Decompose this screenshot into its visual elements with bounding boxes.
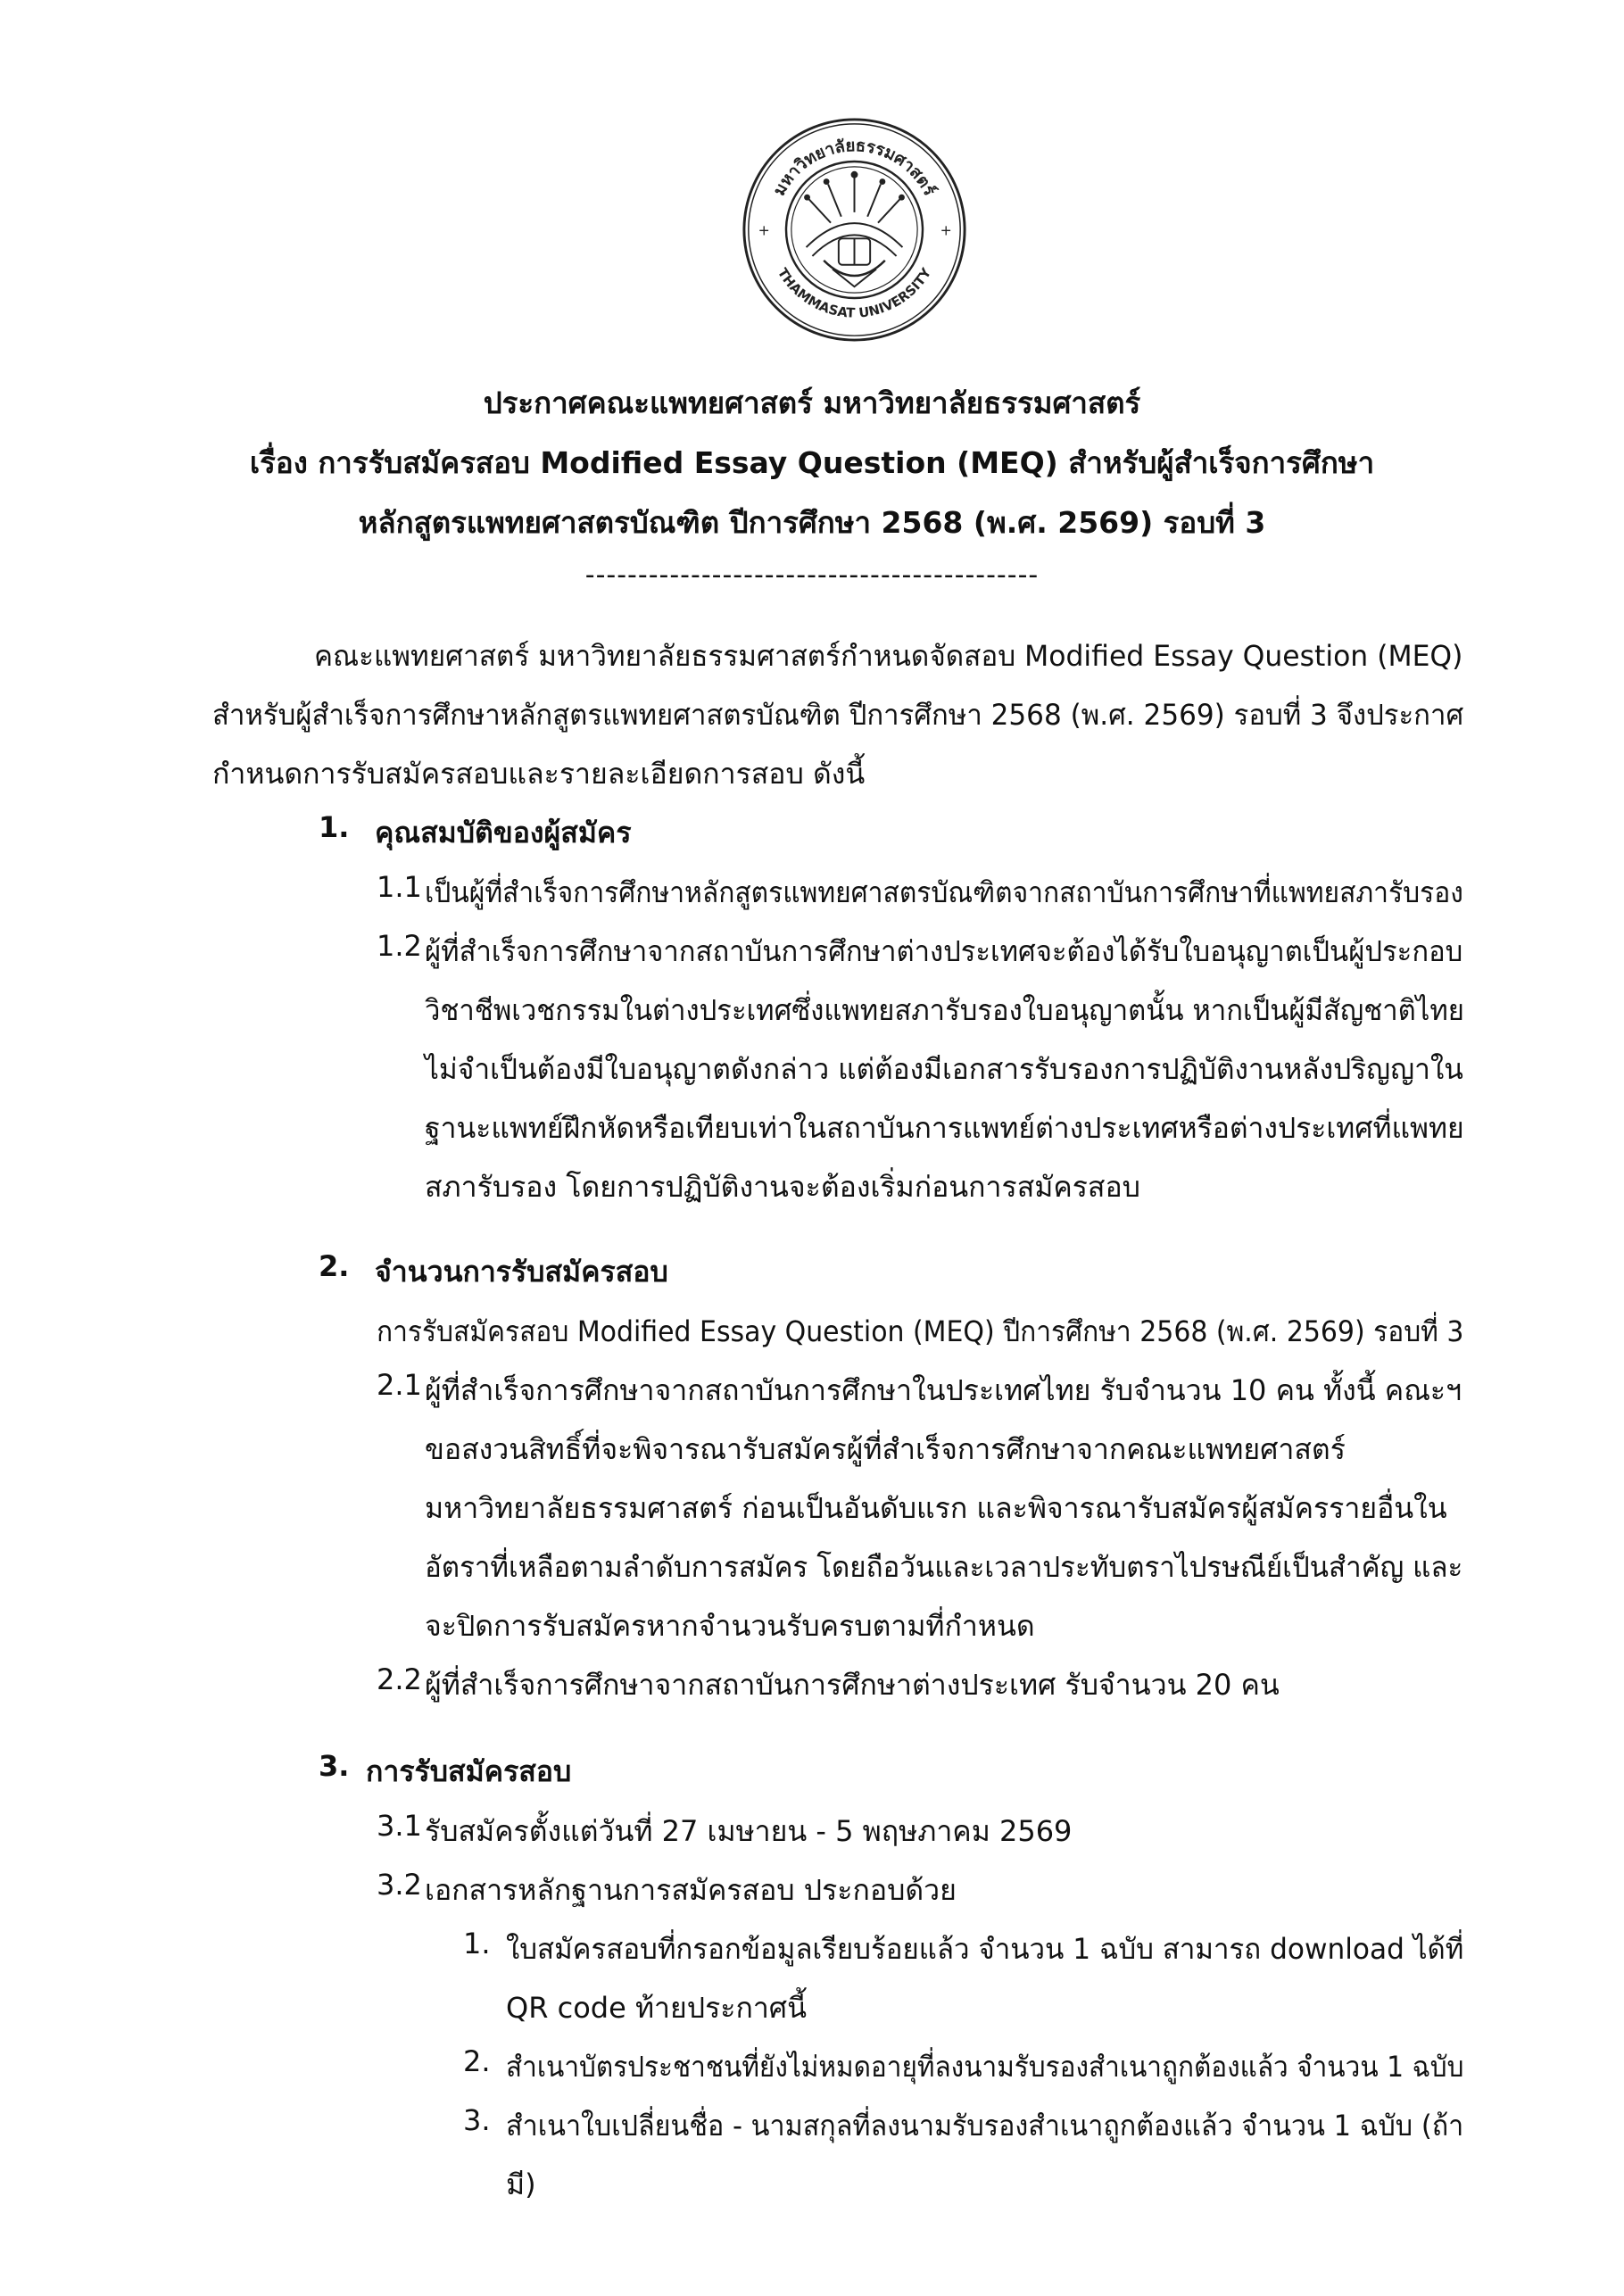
item-text: อัตราที่เหลือตามลำดับการสมัคร โดยถือวันและเวลาประทับตราไปรษณีย์เป็นสำคัญ และ	[425, 1550, 1463, 1584]
announcement-subject: เรื่อง การรับสมัครสอบ Modified Essay Question (MEQ) สำหรับผู้สำเร็จการศึกษา	[249, 445, 1375, 480]
item-text: สภารับรอง โดยการปฏิบัติงานจะต้องเริ่มก่อนการสมัครสอบ	[425, 1170, 1140, 1204]
intro-line: คณะแพทยศาสตร์ มหาวิทยาลัยธรรมศาสตร์กำหนดจัดสอบ Modified Essay Question (MEQ)	[314, 639, 1463, 673]
section-3-number: 3.	[319, 1749, 350, 1783]
doc-text: มี)	[506, 2168, 536, 2201]
item-number: 1.1	[377, 870, 422, 904]
item-text: ผู้ที่สำเร็จการศึกษาจากสถาบันการศึกษาต่างประเทศจะต้องได้รับใบอนุญาตเป็นผู้ประกอบ	[425, 934, 1463, 968]
item-number: 2.1	[377, 1368, 422, 1402]
item-text: เป็นผู้ที่สำเร็จการศึกษาหลักสูตรแพทยศาสตรบัณฑิตจากสถาบันการศึกษาที่แพทยสภารับรอง	[425, 875, 1463, 909]
item-number: 3.1	[377, 1809, 422, 1843]
item-text: ฐานะแพทย์ฝึกหัดหรือเทียบเท่าในสถาบันการแพทย์ต่างประเทศหรือต่างประเทศที่แพทย	[425, 1111, 1464, 1145]
intro-line: กำหนดการรับสมัครสอบและรายละเอียดการสอบ ดังนี้	[212, 757, 866, 791]
intro-line: สำหรับผู้สำเร็จการศึกษาหลักสูตรแพทยศาสตรบัณฑิต ปีการศึกษา 2568 (พ.ศ. 2569) รอบที่ 3 จึงประกาศ	[212, 698, 1464, 732]
item-number: 1.2	[377, 929, 422, 963]
seal-thai-text: มหาวิทยาลัยธรรมศาสตร์	[770, 137, 940, 200]
seal-english-text: THAMMASAT UNIVERSITY	[774, 265, 935, 321]
university-seal-logo	[741, 116, 968, 344]
svg-text:+: +	[940, 221, 952, 239]
doc-text: ใบสมัครสอบที่กรอกข้อมูลเรียบร้อยแล้ว จำนวน 1 ฉบับ สามารถ download ได้ที่	[506, 1932, 1464, 1966]
item-text: ไม่จำเป็นต้องมีใบอนุญาตดังกล่าว แต่ต้องมีเอกสารรับรองการปฏิบัติงานหลังปริญญาใน	[425, 1052, 1463, 1086]
item-text: ขอสงวนสิทธิ์ที่จะพิจารณารับสมัครผู้ที่สำเร็จการศึกษาจากคณะแพทยศาสตร์	[425, 1432, 1346, 1466]
section-1-number: 1.	[319, 810, 350, 844]
item-text: วิชาชีพเวชกรรมในต่างประเทศซึ่งแพทยสภารับรองใบอนุญาตนั้น หากเป็นผู้มีสัญชาติไทย	[425, 993, 1464, 1027]
item-text: มหาวิทยาลัยธรรมศาสตร์ ก่อนเป็นอันดับแรก และพิจารณารับสมัครผู้สมัครรายอื่นใน	[425, 1491, 1447, 1525]
doc-text: สำเนาบัตรประชาชนที่ยังไม่หมดอายุที่ลงนามรับรองสำเนาถูกต้องแล้ว จำนวน 1 ฉบับ	[506, 2050, 1464, 2084]
item-number: 3.2	[377, 1868, 422, 1902]
section-2-lead: การรับสมัครสอบ Modified Essay Question (MEQ) ปีการศึกษา 2568 (พ.ศ. 2569) รอบที่ 3	[377, 1314, 1464, 1348]
section-2-number: 2.	[319, 1249, 350, 1283]
header-divider: -------------------------------------------	[584, 559, 1040, 591]
doc-number: 3.	[463, 2103, 491, 2137]
section-3-heading: การรับสมัครสอบ	[366, 1754, 572, 1788]
doc-number: 2.	[463, 2044, 491, 2078]
item-text: ผู้ที่สำเร็จการศึกษาจากสถาบันการศึกษาต่างประเทศ รับจำนวน 20 คน	[425, 1668, 1280, 1702]
item-text: เอกสารหลักฐานการสมัครสอบ ประกอบด้วย	[425, 1873, 957, 1907]
svg-text:+: +	[758, 221, 770, 239]
doc-number: 1.	[463, 1927, 491, 1960]
announcement-program: หลักสูตรแพทยศาสตรบัณฑิต ปีการศึกษา 2568 (พ.ศ. 2569) รอบที่ 3	[358, 505, 1266, 540]
section-1-heading: คุณสมบัติของผู้สมัคร	[375, 816, 632, 850]
item-text: ผู้ที่สำเร็จการศึกษาจากสถาบันการศึกษาในประเทศไทย รับจำนวน 10 คน ทั้งนี้ คณะฯ	[425, 1373, 1462, 1407]
announcement-title: ประกาศคณะแพทยศาสตร์ มหาวิทยาลัยธรรมศาสตร์	[483, 385, 1141, 420]
item-text: จะปิดการรับสมัครหากจำนวนรับครบตามที่กำหนด	[425, 1609, 1035, 1643]
doc-text: สำเนาใบเปลี่ยนชื่อ - นามสกุลที่ลงนามรับรองสำเนาถูกต้องแล้ว จำนวน 1 ฉบับ (ถ้า	[506, 2109, 1464, 2143]
item-number: 2.2	[377, 1662, 422, 1696]
doc-text: QR code ท้ายประกาศนี้	[506, 1991, 807, 2025]
item-text: รับสมัครตั้งแต่วันที่ 27 เมษายน - 5 พฤษภาคม 2569	[425, 1814, 1073, 1848]
section-2-heading: จำนวนการรับสมัครสอบ	[375, 1255, 668, 1289]
